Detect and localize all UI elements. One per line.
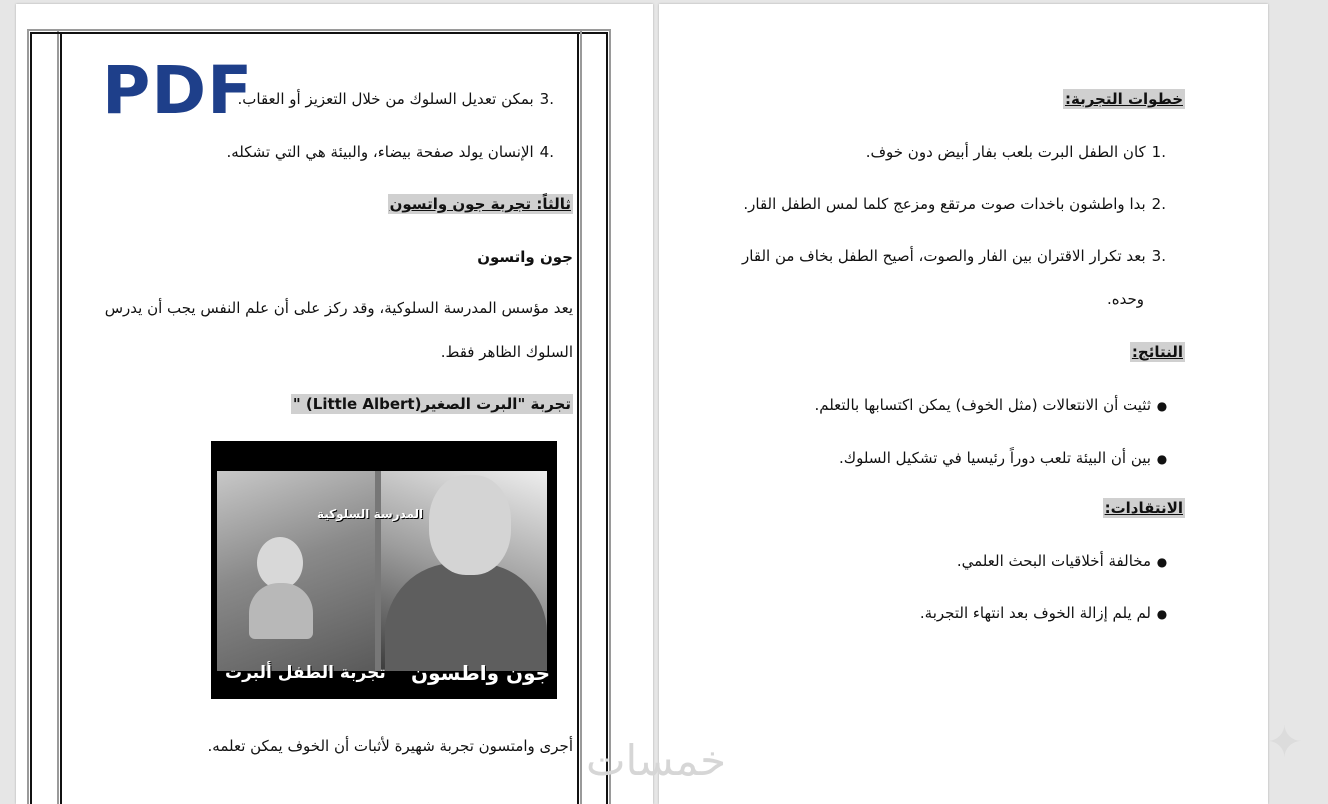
experiment-heading-text: تجربة "البرت الصغير(Little Albert) " [292, 395, 571, 413]
list-item [742, 247, 1166, 265]
results-heading-text: النتائج: [1131, 343, 1183, 361]
list-text: بعد تكرار الاقتران بين الفار والصوت، أصيح الطفل بخاف من القار [742, 247, 1146, 265]
list-item-continuation: وحده. [1106, 290, 1144, 308]
image-caption-right: جون واطسون [411, 661, 551, 685]
bullet-item [957, 552, 1173, 570]
paragraph-line: يعد مؤسس المدرسة السلوكية، وقد ركز على أن علم النفس يجب أن يدرس [104, 299, 573, 317]
critiques-heading-text: الانتقادات: [1104, 499, 1183, 517]
right-page-border [30, 32, 579, 804]
sparkle-icon: ✦ [1266, 717, 1303, 768]
steps-heading-text: خطوات التجربة: [1064, 90, 1183, 108]
critiques-heading [1103, 499, 1185, 517]
bullet-item [839, 449, 1173, 467]
pdf-logo: PDF [102, 52, 254, 129]
list-text: كان الطفل البرت بلعب بفار أبيض دون خوف. [865, 143, 1146, 161]
paragraph-line: أجرى وامتسون تجربة شهيرة لأثبات أن الخوف يمكن تعلمه. [207, 737, 573, 755]
list-item [866, 143, 1166, 161]
bullet-icon: ● [1156, 555, 1168, 569]
watermark: خمسات [586, 736, 727, 785]
results-heading [1130, 343, 1185, 361]
image-caption-top: المدرسة السلوكية [317, 507, 424, 521]
bullet-text: لم يلم إزالة الخوف بعد انتهاء التجربة. [919, 604, 1151, 622]
list-item [743, 195, 1166, 213]
steps-heading [1063, 90, 1185, 108]
bullet-icon: ● [1156, 607, 1168, 621]
paragraph-line: السلوك الظاهر فقط. [440, 343, 573, 361]
image-caption-left: تجربة الطفل ألبرت [225, 663, 386, 683]
bullet-text: بين أن البيئة تلعب دوراً رئيسيا في تشكيل السلوك. [838, 449, 1151, 467]
section-heading-text: ثالثاً: تجربة جون واتسون [389, 195, 571, 213]
list-number: .4 [539, 143, 554, 161]
list-number: .3 [539, 90, 554, 108]
subheading: جون واتسون [477, 248, 573, 266]
list-number: .2 [1151, 195, 1166, 213]
bullet-text: ثثيت أن الانتعالات (مثل الخوف) يمكن اكتسابها بالتعلم. [814, 396, 1151, 414]
bullet-icon: ● [1156, 399, 1168, 413]
list-text: بمكن تعديل السلوك من خلال التعزيز أو العقاب. [237, 90, 534, 108]
bullet-item [920, 604, 1173, 622]
list-text: الإنسان يولد صفحة بيضاء، والبيئة هي التي تشكله. [226, 143, 534, 161]
bullet-text: مخالفة أخلاقيات البحث العلمي. [956, 552, 1151, 570]
list-number: .1 [1151, 143, 1166, 161]
bullet-icon: ● [1156, 452, 1168, 466]
list-number: .3 [1151, 247, 1166, 265]
list-text: بدا واطشون باخدات صوت مرتقع ومزعج كلما لمس الطفل القار. [743, 195, 1146, 213]
bullet-item [814, 396, 1173, 414]
